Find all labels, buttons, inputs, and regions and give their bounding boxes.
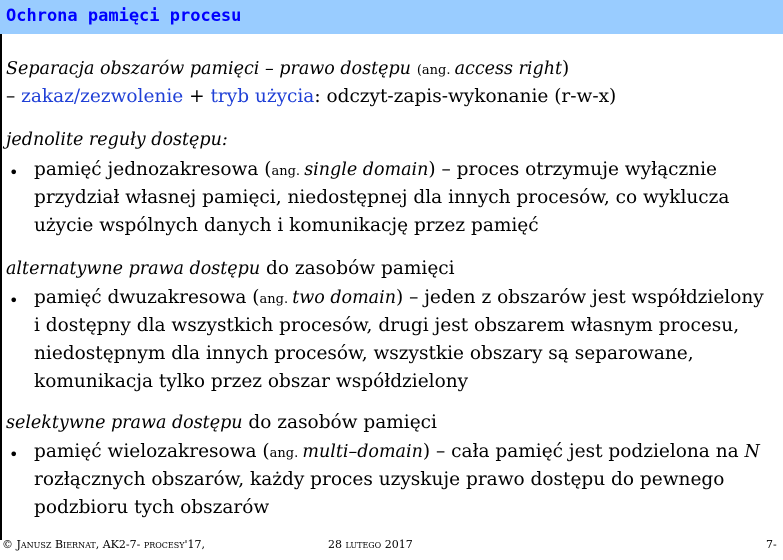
section2-line-4: komunikacja tylko przez obszar współdzielony xyxy=(34,371,469,392)
section1-heading: jednolite reguły dostępu: xyxy=(6,130,228,150)
s1-ang: ang. xyxy=(271,164,305,179)
section2-line-1 xyxy=(34,287,764,308)
intro-ang-prefix: (ang. xyxy=(416,63,455,78)
s2-ang: ang. xyxy=(259,292,293,307)
s2-heading-rest: do zasobów pamięci xyxy=(260,258,455,279)
intro-ang-term: access right xyxy=(454,59,562,79)
section3-line-1 xyxy=(34,441,760,462)
intro-blue-2: tryb użycia xyxy=(210,86,315,107)
s3-n: N xyxy=(744,442,760,462)
slide-title: Ochrona pamięci procesu xyxy=(6,6,242,26)
section1-line-2: przydział własnej pamięci, niedostępnej dla innych procesów, co wyklucza xyxy=(34,187,730,208)
intro-ang-suffix: ) xyxy=(562,58,570,79)
section2-heading xyxy=(6,258,455,279)
s1-term: single domain xyxy=(304,160,429,180)
intro-plus: + xyxy=(183,86,211,107)
s1-text-b: ) – proces otrzymuje wyłącznie xyxy=(428,159,717,180)
footer-author: © Janusz Biernat, AK2-7- procesy'17, xyxy=(2,538,206,551)
footer-page: 7- xyxy=(766,538,777,551)
section1-bullet: • xyxy=(9,163,19,182)
s2-term: two domain xyxy=(292,288,396,308)
section1-line-3: użycie wspólnych danych i komunikację przez pamięć xyxy=(34,215,539,236)
s2-text-b: ) – jeden z obszarów jest współdzielony xyxy=(395,287,764,308)
intro-line-2 xyxy=(6,86,616,107)
s2-heading-italic: alternatywne prawa dostępu xyxy=(6,259,261,279)
s3-term: multi–domain xyxy=(302,442,423,462)
s1-text-a: pamięć jednozakresowa ( xyxy=(34,159,272,180)
s3-heading-italic: selektywne prawa dostępu xyxy=(6,413,243,433)
section3-bullet: • xyxy=(9,445,19,464)
s3-text-b: ) – cała pamięć jest podzielona na xyxy=(422,441,745,462)
section3-line-2: rozłącznych obszarów, każdy proces uzyskuje prawo dostępu do pewnego xyxy=(34,469,725,490)
footer-date: 28 lutego 2017 xyxy=(328,538,413,551)
s3-text-a: pamięć wielozakresowa ( xyxy=(34,441,270,462)
intro-dash: – xyxy=(6,86,22,107)
intro-heading: Separacja obszarów pamięci – prawo dostępu xyxy=(6,59,411,79)
section3-line-3: podzbioru tych obszarów xyxy=(34,497,270,518)
intro-line-1 xyxy=(6,58,569,79)
left-border xyxy=(0,0,2,540)
section2-bullet: • xyxy=(9,291,19,310)
intro-blue-1: zakaz/zezwolenie xyxy=(21,86,184,107)
section3-heading xyxy=(6,412,437,433)
section1-line-1 xyxy=(34,159,717,180)
intro-rest: : odczyt-zapis-wykonanie (r-w-x) xyxy=(314,86,617,107)
s3-ang: ang. xyxy=(269,446,303,461)
section2-line-3: niedostępnym dla innych procesów, wszystkie obszary są separowane, xyxy=(34,343,694,364)
s3-heading-rest: do zasobów pamięci xyxy=(242,412,437,433)
section2-line-2: i dostępny dla wszystkich procesów, drugi jest obszarem własnym procesu, xyxy=(34,315,740,336)
s2-text-a: pamięć dwuzakresowa ( xyxy=(34,287,260,308)
